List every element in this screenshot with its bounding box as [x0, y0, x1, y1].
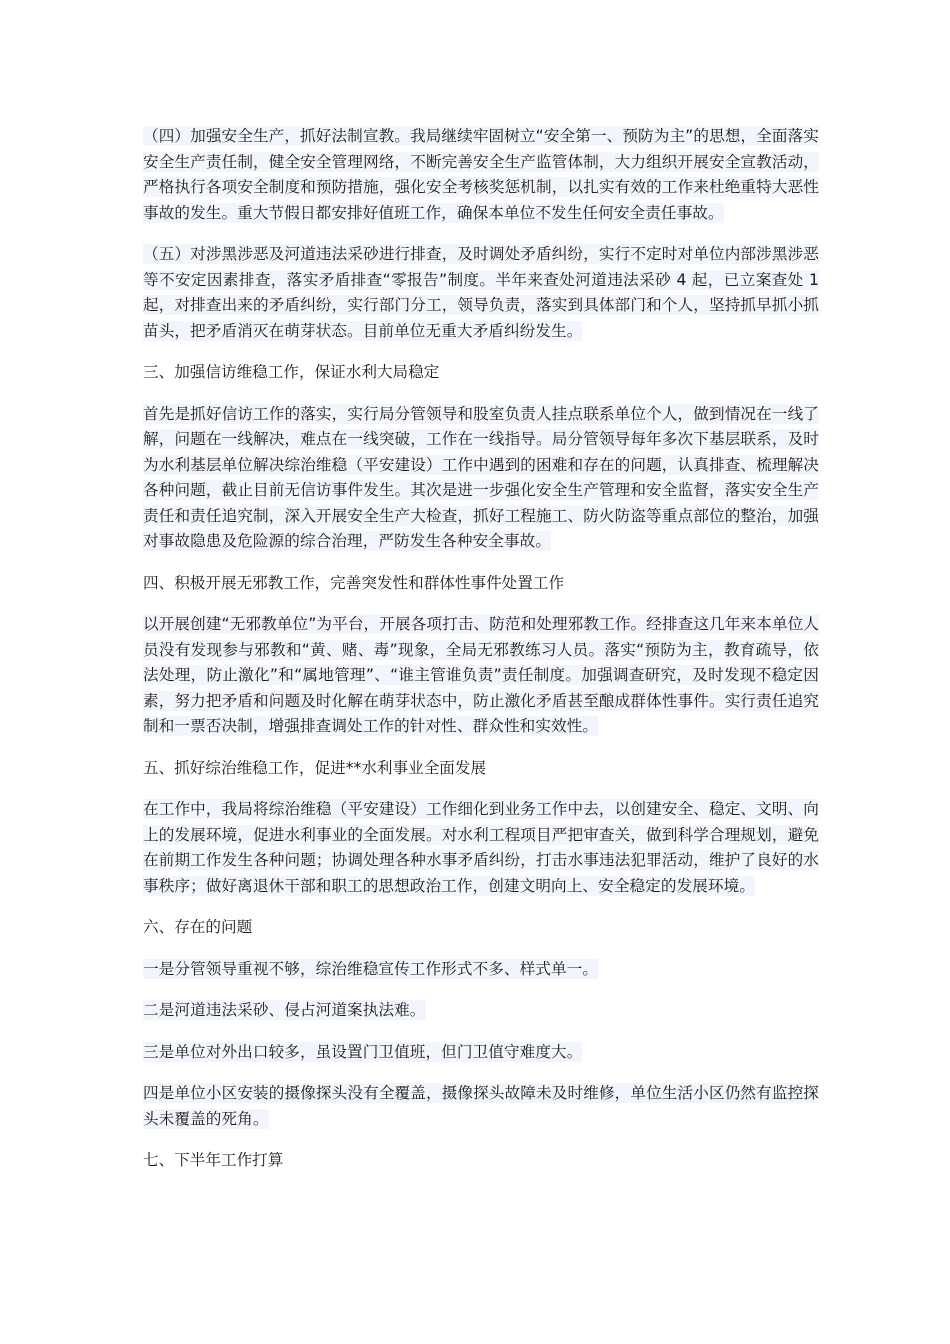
section-heading-4: 四、积极开展无邪教工作，完善突发性和群体性事件处置工作: [143, 573, 565, 592]
paragraph-text: 四是单位小区安装的摄像探头没有全覆盖，摄像探头故障未及时维修，单位生活小区仍然有监控探头未覆盖的死角。: [143, 1084, 819, 1128]
section-heading-5: 五、抓好综治维稳工作，促进**水利事业全面发展: [143, 758, 487, 777]
paragraph-text: （四）加强安全生产，抓好法制宣教。我局继续牢固树立“安全第一、预防为主”的思想，全面落实安全生产责任制，健全安全管理网络，不断完善安全生产监管体制，大力组织开展安全宣教活动，严格执行各项安全制度和预防措施，强化安全考核奖惩机制，以扎实有效的工作来杜绝重特大恶性事故的发生。重大节假日都安排好值班工作，确保本单位不发生任何安全责任事故。: [143, 127, 819, 222]
issue-item-2: [143, 998, 819, 1024]
document-body: [143, 124, 819, 1190]
issue-item-4: [143, 1081, 819, 1132]
paragraph-text: 首先是抓好信访工作的落实，实行局分管领导和股室负责人挂点联系单位个人，做到情况在一线了解，问题在一线解决，难点在一线突破，工作在一线指导。局分管领导每年多次下基层联系，及时为水利基层单位解决综治维稳（平安建设）工作中遇到的困难和存在的问题，认真排查、梳理解决各种问题，截止目前无信访事件发生。其次是进一步强化安全生产管理和安全监督，落实安全生产责任和责任追究制，深入开展安全生产大检查，抓好工程施工、防火防盗等重点部位的整治，加强对事故隐患及危险源的综合治理，严防发生各种安全事故。: [143, 404, 819, 550]
section-heading-3: 三、加强信访维稳工作，保证水利大局稳定: [143, 363, 440, 381]
paragraph-petition: [143, 402, 819, 555]
paragraph-safety-production: [143, 124, 819, 226]
paragraph-text: 二是河道违法采砂、侵占河道案执法难。: [143, 1001, 426, 1019]
issue-item-1: [143, 957, 819, 983]
paragraph-text: （五）对涉黑涉恶及河道违法采砂进行排查，及时调处矛盾纠纷，实行不定时对单位内部涉黑涉恶等不安定因素排查，落实矛盾排查“零报告”制度。半年来查处河道违法采砂 4 起，已立案查处 1 起，对排查出来的矛盾纠纷，实行部门分工，领导负责，落实到具体部门和个人，坚持抓早抓小抓苗头，把矛盾消灭在萌芽状态。目前单位无重大矛盾纠纷发生。: [143, 245, 819, 340]
paragraph-text: 一是分管领导重视不够，综治维稳宣传工作形式不多、样式单一。: [143, 959, 599, 978]
paragraph-anti-cult: [143, 612, 819, 740]
paragraph-text: 以开展创建“无邪教单位”为平台，开展各项打击、防范和处理邪教工作。经排查这几年来本单位人员没有发现参与邪教和“黄、赌、毒”现象，全局无邪教练习人员。落实“预防为主，教育疏导，依法处理，防止激化”和“属地管理”、“谁主管谁负责”责任制度。加强调查研究，及时发现不稳定因素，努力把矛盾和问题及时化解在萌芽状态中，防止激化矛盾甚至酿成群体性事件。实行责任追究制和一票否决制，增强排查调处工作的针对性、群众性和实效性。: [143, 615, 819, 735]
section-heading-7: 七、下半年工作打算: [143, 1151, 284, 1169]
paragraph-stability: [143, 797, 819, 899]
paragraph-text: 三是单位对外出口较多，虽设置门卫值班，但门卫值守难度大。: [143, 1042, 583, 1061]
paragraph-gang-investigation: [143, 242, 819, 344]
paragraph-text: 在工作中，我局将综治维稳（平安建设）工作细化到业务工作中去，以创建安全、稳定、文明、向上的发展环境，促进水利事业的全面发展。对水利工程项目严把审查关，做到科学合理规划，避免在前期工作发生各种问题；协调处理各种水事矛盾纠纷，打击水事违法犯罪活动，维护了良好的水事秩序；做好离退休干部和职工的思想政治工作，创建文明向上、安全稳定的发展环境。: [143, 800, 819, 895]
issue-item-3: [143, 1040, 819, 1066]
section-heading-6: 六、存在的问题: [143, 918, 253, 936]
